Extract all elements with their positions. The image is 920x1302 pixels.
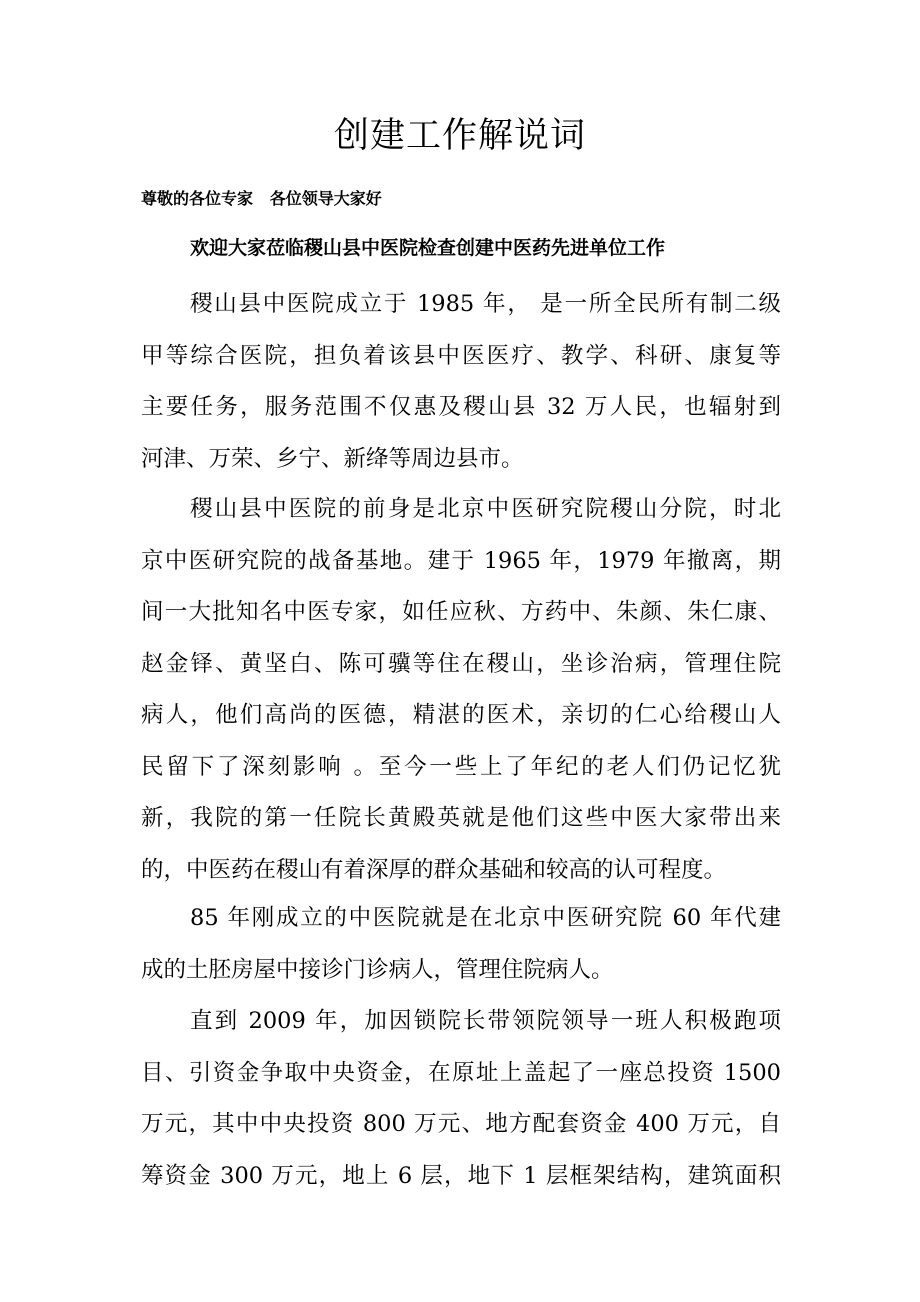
paragraph-line: 万元，其中中央投资 800 万元、地方配套资金 400 万元，自 xyxy=(141,1111,781,1137)
paragraph-line: 甲等综合医院，担负着该县中医医疗、教学、科研、康复等 xyxy=(141,342,781,369)
document-title: 创建工作解说词 xyxy=(333,116,586,156)
paragraph-line: 赵金铎、黄坚白、陈可骥等住在稷山，坐诊治病，管理住院 xyxy=(141,650,781,677)
body-paragraph-1 xyxy=(141,279,781,485)
paragraph-line: 河津、万荣、乡宁、新绛等周边县市。 xyxy=(141,445,524,472)
paragraph-line: 民留下了深刻影响 。至今一些上了年纪的老人们仍记忆犹 xyxy=(141,753,781,780)
paragraph-line: 京中医研究院的战备基地。建于 1965 年，1979 年撤离，期 xyxy=(141,547,781,574)
greeting-line: 尊敬的各位专家 各位领导大家好 xyxy=(141,189,382,208)
paragraph-line: 稷山县中医院成立于 1985 年， 是一所全民所有制二级 xyxy=(190,291,781,317)
paragraph-line: 病人，他们高尚的医德，精湛的医术，亲切的仁心给稷山人 xyxy=(141,702,781,728)
paragraph-line: 稷山县中医院的前身是北京中医研究院稷山分院，时北 xyxy=(190,496,781,522)
paragraph-line: 新，我院的第一任院长黄殿英就是他们这些中医大家带出来 xyxy=(141,805,781,831)
paragraph-line: 成的土胚房屋中接诊门诊病人，管理住院病人。 xyxy=(141,956,614,983)
welcome-line: 欢迎大家莅临稷山县中医院检查创建中医药先进单位工作 xyxy=(190,237,666,259)
paragraph-line: 筹资金 300 万元，地上 6 层，地下 1 层框架结构，建筑面积 xyxy=(141,1162,781,1189)
paragraph-line: 主要任务，服务范围不仅惠及稷山县 32 万人民，也辐射到 xyxy=(141,394,781,420)
body-paragraph-2 xyxy=(141,484,781,896)
paragraph-line: 85 年刚成立的中医院就是在北京中医研究院 60 年代建 xyxy=(190,905,781,931)
body-paragraph-3 xyxy=(141,893,781,996)
body-paragraph-4 xyxy=(141,996,781,1202)
paragraph-line: 间一大批知名中医专家，如任应秋、方药中、朱颜、朱仁康、 xyxy=(141,599,781,625)
paragraph-line: 的，中医药在稷山有着深厚的群众基础和较高的认可程度。 xyxy=(141,856,727,883)
paragraph-line: 目、引资金争取中央资金，在原址上盖起了一座总投资 1500 xyxy=(141,1059,781,1086)
paragraph-line: 直到 2009 年，加因锁院长带领院领导一班人积极跑项 xyxy=(190,1008,781,1034)
